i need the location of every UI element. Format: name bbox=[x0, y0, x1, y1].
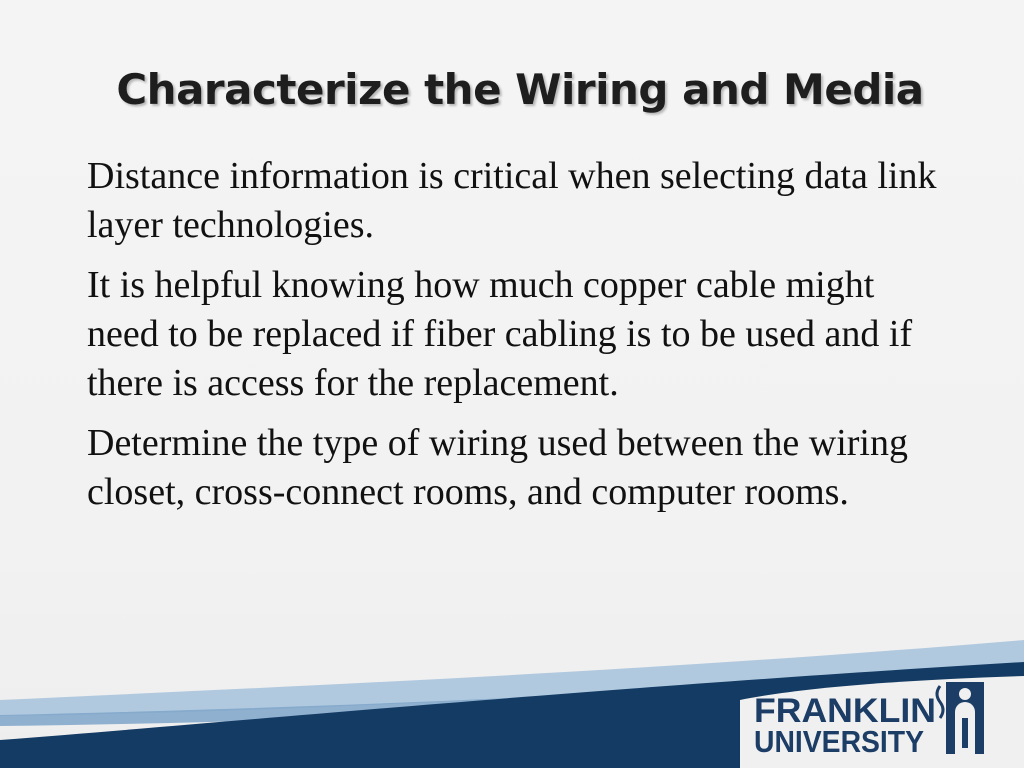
paragraph-copper: It is helpful knowing how much copper cable might need to be replaced if fiber cabling is to be used and if there is access for the replacement. bbox=[87, 264, 913, 404]
logo-line2: UNIVERSITY bbox=[754, 724, 925, 759]
slide-title: Characterize the Wiring and Media bbox=[116, 65, 924, 114]
paragraph-wiring-type: Determine the type of wiring used between the wiring closet, cross-connect rooms, and computer rooms. bbox=[87, 422, 908, 513]
logo-emblem-icon bbox=[937, 682, 984, 754]
logo-line1: FRANKLIN bbox=[754, 692, 936, 730]
paragraph-distance: Distance information is critical when selecting data link layer technologies. bbox=[87, 155, 937, 246]
